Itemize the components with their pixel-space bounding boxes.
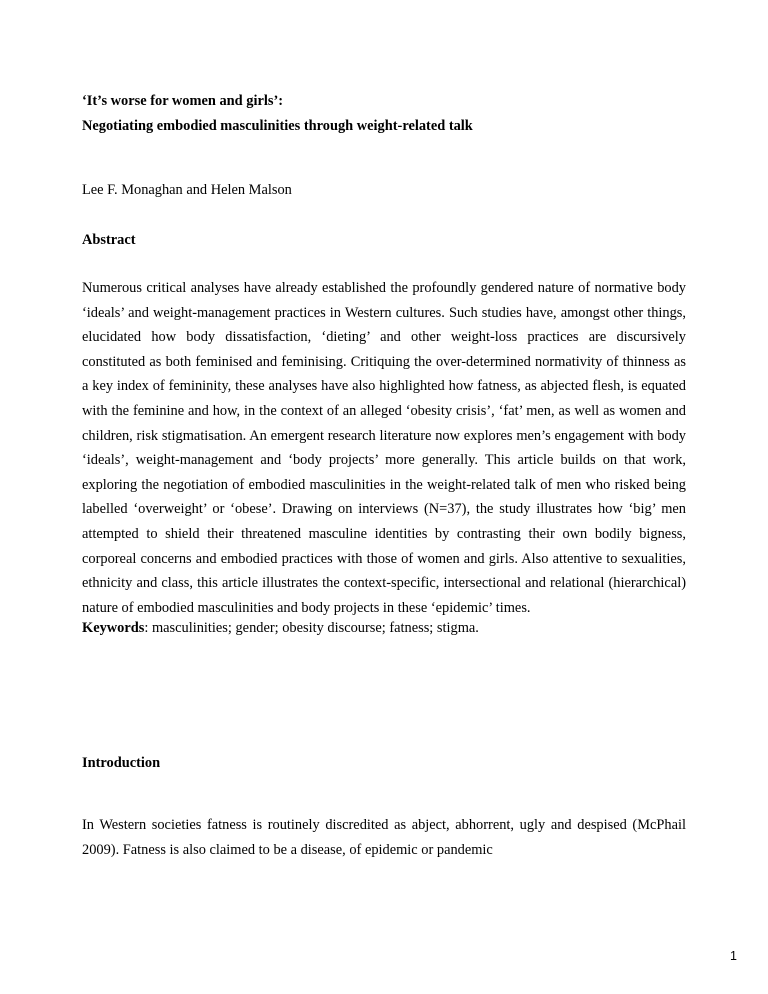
abstract-heading: Abstract xyxy=(82,232,136,248)
abstract-body: Numerous critical analyses have already established the profoundly gendered nature of normative body ‘ideals’ and weight-management practices in Western cultures. Such studies have, amongst other things, elucidated how body dissatisfaction, ‘dieting’ and other weight-loss practices are discursively constituted as both feminised and feminising. Critiquing the over-determined normativity of thinness as a key index of femininity, these analyses have also highlighted how fatness, as abjected flesh, is equated with the feminine and how, in the context of an alleged ‘obesity crisis’, ‘fat’ men, as well as women and children, risk stigmatisation. An emergent research literature now explores men’s engagement with body ‘ideals’, weight-management and ‘body projects’ more generally. This article builds on that work, exploring the negotiation of embodied masculinities in the weight-related talk of men who risked being labelled ‘overweight’ or ‘obese’. Drawing on interviews (N=37), the study illustrates how ‘big’ men attempted to shield their threatened masculine identities by contrasting their own bodily bigness, corporeal concerns and embodied practices with those of women and girls. Also attentive to sexualities, ethnicity and class, this article illustrates the context-specific, intersectional and relational (hierarchical) nature of embodied masculinities and body projects in these ‘epidemic’ times. xyxy=(82,280,686,616)
keywords-text: : masculinities; gender; obesity discourse; fatness; stigma. xyxy=(144,620,479,636)
paper-authors: Lee F. Monaghan and Helen Malson xyxy=(82,182,292,198)
keywords-line xyxy=(82,616,686,641)
introduction-body: In Western societies fatness is routinely discredited as abject, abhorrent, ugly and despised (McPhail 2009). Fatness is also claimed to be a disease, of epidemic or pandemic xyxy=(82,817,686,858)
introduction-heading: Introduction xyxy=(82,755,161,771)
paper-title-line-2: Negotiating embodied masculinities through weight-related talk xyxy=(82,118,473,134)
keywords-label: Keywords xyxy=(82,620,145,636)
page-number: 1 xyxy=(730,949,737,963)
paper-title-line-1: ‘It’s worse for women and girls’: xyxy=(82,93,284,109)
